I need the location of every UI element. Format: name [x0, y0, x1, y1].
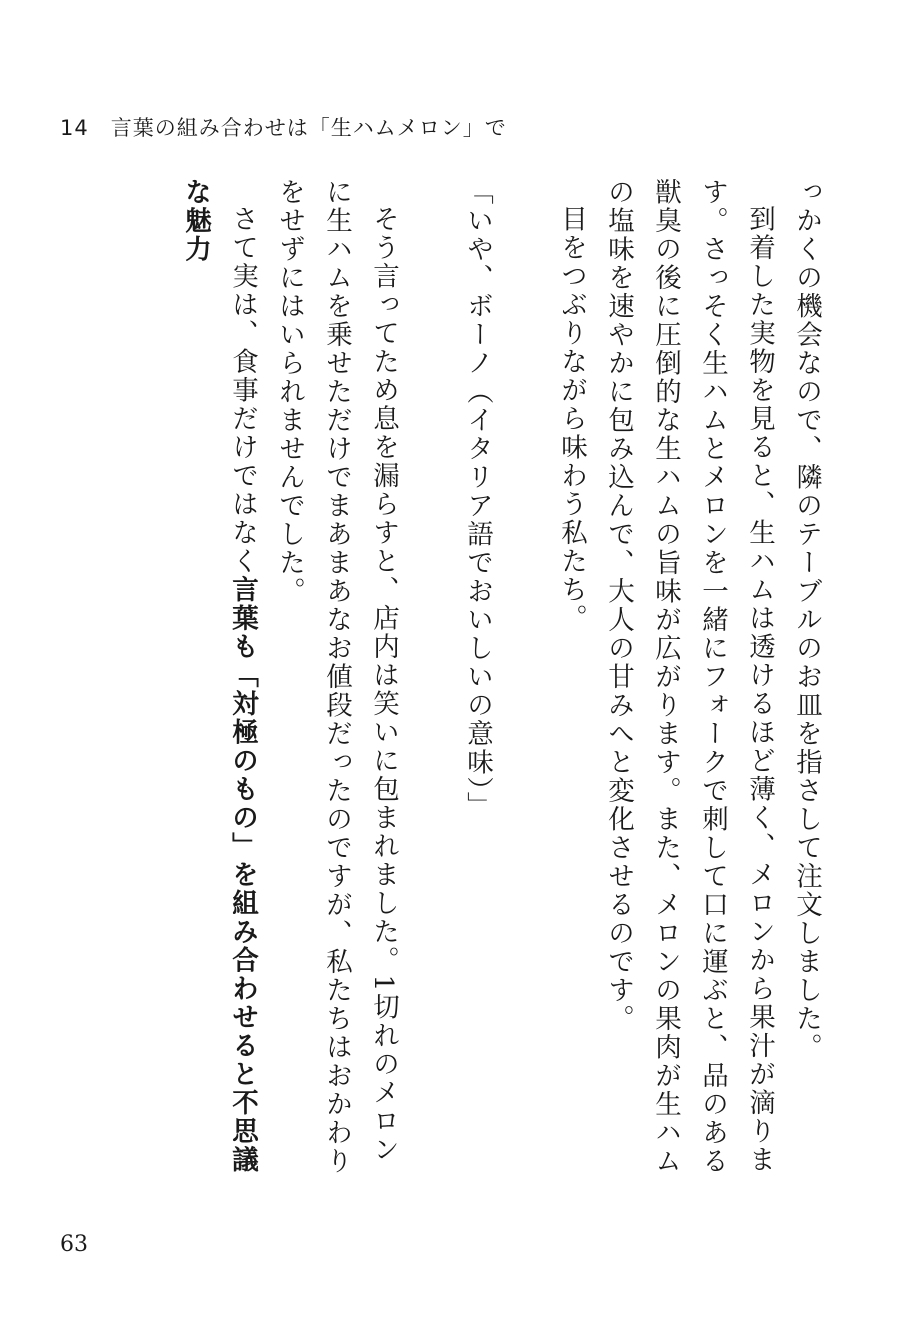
blank-line	[407, 178, 454, 1178]
paragraph-words	[172, 178, 266, 1178]
chapter-number: 14	[60, 116, 89, 140]
page-number: 63	[60, 1232, 88, 1257]
paragraph-laughter: そう言ってため息を漏らすと、店内は笑いに包まれました。1切れのメロンに生ハムを乗せただけでまあまあなお値段だったのですが、私たちはおかわりをせずにはいられませんでした。	[274, 178, 399, 1176]
paragraph-words-text: さて実は、食事だけではなく	[227, 204, 258, 575]
emphasis-text: 言葉も「対極のもの」を組み合わせると不思議な魅力	[180, 178, 258, 1174]
paragraph-arrival: 到着した実物を見ると、生ハムは透けるほど薄く、メロンから果汁が滴ります。さっそく生ハムとメロンを一緒にフォークで刺して口に運ぶと、品のある獣臭の後に圧倒的な生ハムの旨味が広がります。また、メロンの果肉が生ハムの塩味を速やかに包み込んで、大人の甘みへと変化させるのです。	[603, 178, 775, 1176]
blank-line	[501, 178, 548, 1178]
paragraph-quote: 「いや、ボーノ（イタリア語でおいしいの意味）」	[462, 178, 493, 821]
running-head	[60, 112, 507, 142]
paragraph-tasting: 目をつぶりながら味わう私たち。	[556, 204, 587, 632]
paragraph-continued: っかくの機会なので、隣のテーブルのお皿を指さして注文しました。	[791, 178, 822, 1062]
body-text	[110, 178, 830, 1178]
chapter-title: 言葉の組み合わせは「生ハムメロン」で	[110, 116, 507, 140]
